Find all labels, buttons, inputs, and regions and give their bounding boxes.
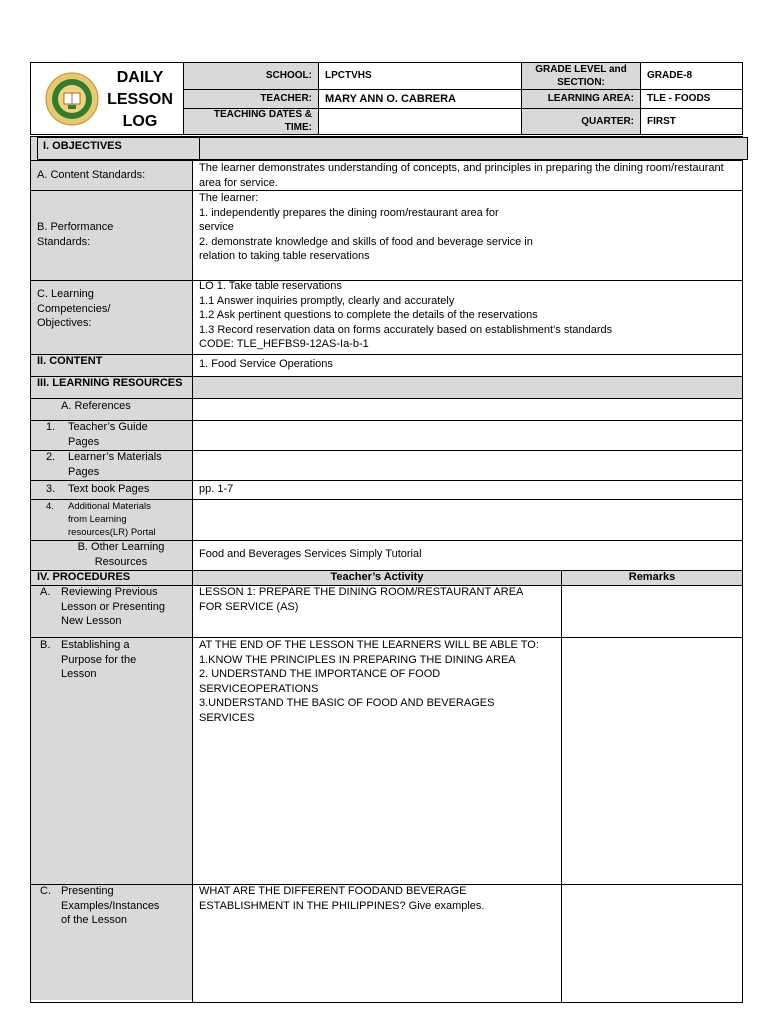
content-standards-value: The learner demonstrates understanding of concepts, and principles in preparing the dining room/restaurant area for service.	[199, 162, 724, 189]
other-resources-label: B. Other Learning Resources	[77, 541, 165, 568]
learners-materials-number: 2.	[46, 451, 56, 463]
competencies-label: C. Learning Competencies/ Objectives:	[37, 288, 111, 330]
learning-resources-heading: III. LEARNING RESOURCES	[37, 377, 183, 389]
objectives-heading-row	[37, 137, 748, 160]
procedure-c-label: Presenting Examples/Instances of the Lesson	[61, 885, 160, 927]
content-heading: II. CONTENT	[37, 355, 103, 367]
content-standards-label: A. Content Standards:	[37, 169, 146, 181]
procedure-b-label: Establishing a Purpose for the Lesson	[61, 639, 137, 681]
teachers-activity-header: Teacher’s Activity	[330, 571, 424, 583]
additional-materials-label: Additional Materials from Learning resources(LR) Portal	[68, 501, 156, 538]
learning-area-value: TLE - FOODS	[647, 93, 711, 104]
additional-materials-number: 4.	[46, 501, 54, 512]
procedure-a-letter: A.	[40, 586, 51, 598]
textbook-label: Text book Pages	[68, 483, 150, 495]
content-value: 1. Food Service Operations	[199, 358, 333, 370]
procedure-a-activity: LESSON 1: PREPARE THE DINING ROOM/RESTAURANT AREA FOR SERVICE (AS)	[199, 586, 524, 613]
references-label: A. References	[61, 400, 131, 412]
other-resources-value: Food and Beverages Services Simply Tutorial	[199, 548, 422, 560]
procedure-b-activity: AT THE END OF THE LESSON THE LEARNERS WILL BE ABLE TO: 1.KNOW THE PRINCIPLES IN PREPARING THE DINING AREA 2. UNDERSTAND THE IMPORTANCE OF FOOD SERVICEOPERATIONS 3.UNDERSTAND THE BASIC OF FOOD AND BEVERAGES SERVICES	[199, 639, 539, 724]
quarter-value: FIRST	[647, 116, 676, 127]
school-label: SCHOOL:	[265, 70, 312, 81]
learning-area-label: LEARNING AREA:	[547, 93, 634, 104]
quarter-label: QUARTER:	[581, 116, 634, 127]
procedure-b-letter: B.	[40, 639, 51, 651]
teachers-guide-label: Teacher’s Guide Pages	[68, 421, 148, 448]
document-title: DAILY LESSON LOG	[107, 69, 173, 130]
school-seal-icon	[44, 71, 100, 127]
objectives-heading: I. OBJECTIVES	[43, 140, 122, 152]
teaching-dates-label: TEACHING DATES & TIME:	[213, 109, 312, 133]
learners-materials-label: Learner’s Materials Pages	[68, 451, 162, 478]
textbook-number: 3.	[46, 483, 56, 495]
procedure-a-label: Reviewing Previous Lesson or Presenting New Lesson	[61, 586, 165, 628]
procedure-c-letter: C.	[40, 885, 51, 897]
procedure-c-activity: WHAT ARE THE DIFFERENT FOODAND BEVERAGE ESTABLISHMENT IN THE PHILIPPINES? Give examples.	[199, 885, 485, 912]
procedures-heading: IV. PROCEDURES	[37, 571, 131, 583]
grade-value: GRADE-8	[647, 70, 693, 81]
performance-standards-label: B. Performance Standards:	[37, 221, 114, 248]
teacher-value: MARY ANN O. CABRERA	[325, 93, 456, 105]
remarks-header: Remarks	[628, 571, 676, 583]
learning-resources-row-shade	[193, 377, 742, 398]
grade-label: GRADE LEVEL and SECTION:	[535, 64, 627, 88]
teachers-guide-number: 1.	[46, 421, 56, 433]
school-value: LPCTVHS	[325, 70, 372, 81]
teacher-label: TEACHER:	[260, 93, 312, 104]
competencies-value: LO 1. Take table reservations 1.1 Answer inquiries promptly, clearly and accurately 1.2 Ask pertinent questions to complete the details of the reservations 1.3 Record reservation data on forms accurately based on establishment’s standards CODE: TLE_HEFBS9-12AS-Ia-b-1	[199, 280, 613, 351]
performance-standards-value: The learner: 1. independently prepares the dining room/restaurant area for service 2. demonstrate knowledge and skills of food and beverage service in relation to taking table reservations	[199, 192, 533, 263]
textbook-value: pp. 1-7	[199, 483, 234, 495]
